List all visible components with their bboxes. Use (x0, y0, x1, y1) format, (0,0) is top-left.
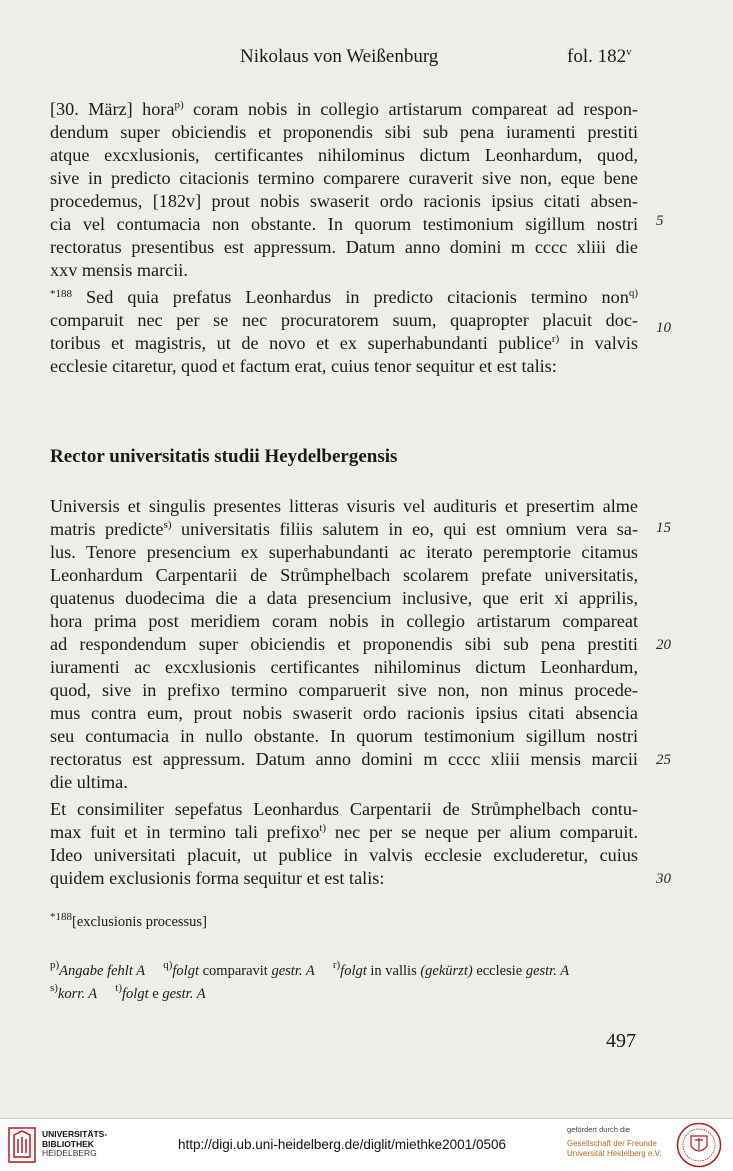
text-line: cia vel contumacia non obstante. In quorum testimonium sigillum nostri (50, 214, 638, 234)
source-url-link[interactable]: http://digi.ub.uni-heidelberg.de/diglit/miethke2001/0506 (178, 1137, 506, 1152)
text-line: seu contumacia in nullo obstante. In quorum testimonium sigillum nostri (50, 726, 638, 746)
text-line: Ideo universitati placuit, ut publice in valvis ecclesie excluderetur, cuius (50, 845, 638, 865)
text-line: rectoratus est appressum. Datum anno domini m cccc xliii mensis marcii (50, 749, 638, 769)
section-heading: Rector universitatis studii Heydelbergensis (50, 446, 398, 467)
footnote-line: $^{p)}$Angabe fehlt A $^{q)}$folgt comparavit gestr. A $^{r)}$folgt in vallis (gekürzt) ecclesie gestr. A (50, 959, 570, 979)
page-number: 497 (606, 1030, 636, 1052)
text-line: lus. Tenore presencium ex superhabundanti ac iterato peremptorie citamus (50, 542, 638, 562)
text-line: toribus et magistris, ut de novo et ex superhabundanti publice$^{r)}$ in valvis (50, 333, 639, 353)
text-line: Universis et singulis presentes litteras visuris vel audituris et presertim alme (50, 496, 638, 516)
text-line: mus contra eum, prout nobis swaserit ordo racionis ipsius citati absencia (50, 703, 638, 723)
footnote-line: $^{s)}$korr. A $^{t)}$folgt e gestr. A (50, 982, 206, 1002)
running-head-folio: fol. 182$^v$ (567, 46, 632, 67)
sponsor-label: gefördert durch die (567, 1125, 630, 1134)
text-line: quod, sive in prefixo termino comparuerit sive non, non minus procede- (50, 680, 638, 700)
text-line: die ultima. (50, 772, 128, 792)
text-line: hora prima post meridiem coram nobis in collegio artistarum compareat (50, 611, 638, 631)
text-line: ecclesie citaretur, quod et factum erat, cuius tenor sequitur et est talis: (50, 356, 557, 376)
running-head-title: Nikolaus von Weißenburg (240, 46, 439, 67)
line-number: 25 (656, 752, 671, 768)
line-number: 10 (656, 320, 671, 336)
line-number: 15 (656, 520, 671, 536)
library-name[interactable]: UNIVERSITÄTS- BIBLIOTHEK HEIDELBERG (42, 1129, 108, 1158)
text-line: xxv mensis marcii. (50, 260, 188, 280)
text-line: quidem exclusionis forma sequitur et est talis: (50, 868, 385, 888)
text-line: [30. März] hora$^{p)}$ coram nobis in collegio artistarum compareat ad respon- (50, 99, 638, 119)
university-seal-icon (676, 1122, 722, 1168)
library-logo-icon[interactable] (8, 1127, 36, 1163)
text-line: dendum super obiciendis et proponendis sibi sub pena iuramenti prestiti (50, 122, 638, 142)
text-line: atque excxlusionis, certificantes nihilominus dictum Leonhardum, quod, (50, 145, 638, 165)
line-number: 20 (656, 637, 671, 653)
text-line: iuramenti ac excxlusionis certificantes nihilominus dictum Leonhardum, (50, 657, 638, 677)
footer-bar (0, 1118, 733, 1171)
apparatus-note: $^{*188}$[exclusionis processus] (50, 911, 207, 930)
text-line: max fuit et in termino tali prefixo$^{t)}$ nec per se neque per alium comparuit. (50, 822, 638, 842)
text-line: comparuit nec per se nec procuratorem suum, quapropter placuit doc- (50, 310, 638, 330)
text-line: Leonhardum Carpentarii de Strůmphelbach scolarem prefate universitatis, (50, 565, 638, 585)
sponsor-name[interactable]: Gesellschaft der Freunde Universität Heidelberg e.V. (567, 1139, 662, 1158)
text-line: sive in predicto citacionis termino comparere curaverit sive non, eque bene (50, 168, 638, 188)
text-line: quatenus duodecima die a data presencium inclusive, que erit xi apprilis, (50, 588, 638, 608)
text-line: matris predicte$^{s)}$ universitatis filiis salutem in eo, qui est omnium vera sa- (50, 519, 638, 539)
line-number: 5 (656, 213, 664, 229)
text-line: ad respondendum super obiciendis et proponendis sibi sub pena prestiti (50, 634, 638, 654)
text-line: procedemus, [182v] prout nobis swaserit ordo racionis ipsius citati absen- (50, 191, 638, 211)
text-line: Et consimiliter sepefatus Leonhardus Carpentarii de Strůmphelbach contu- (50, 799, 638, 819)
line-number: 30 (656, 871, 671, 887)
text-line: rectoratus presentibus est appressum. Datum anno domini m cccc xliii die (50, 237, 638, 257)
text-line: $^{*188}$ Sed quia prefatus Leonhardus in predicto citacionis termino non$^{q)}$ (50, 287, 638, 307)
